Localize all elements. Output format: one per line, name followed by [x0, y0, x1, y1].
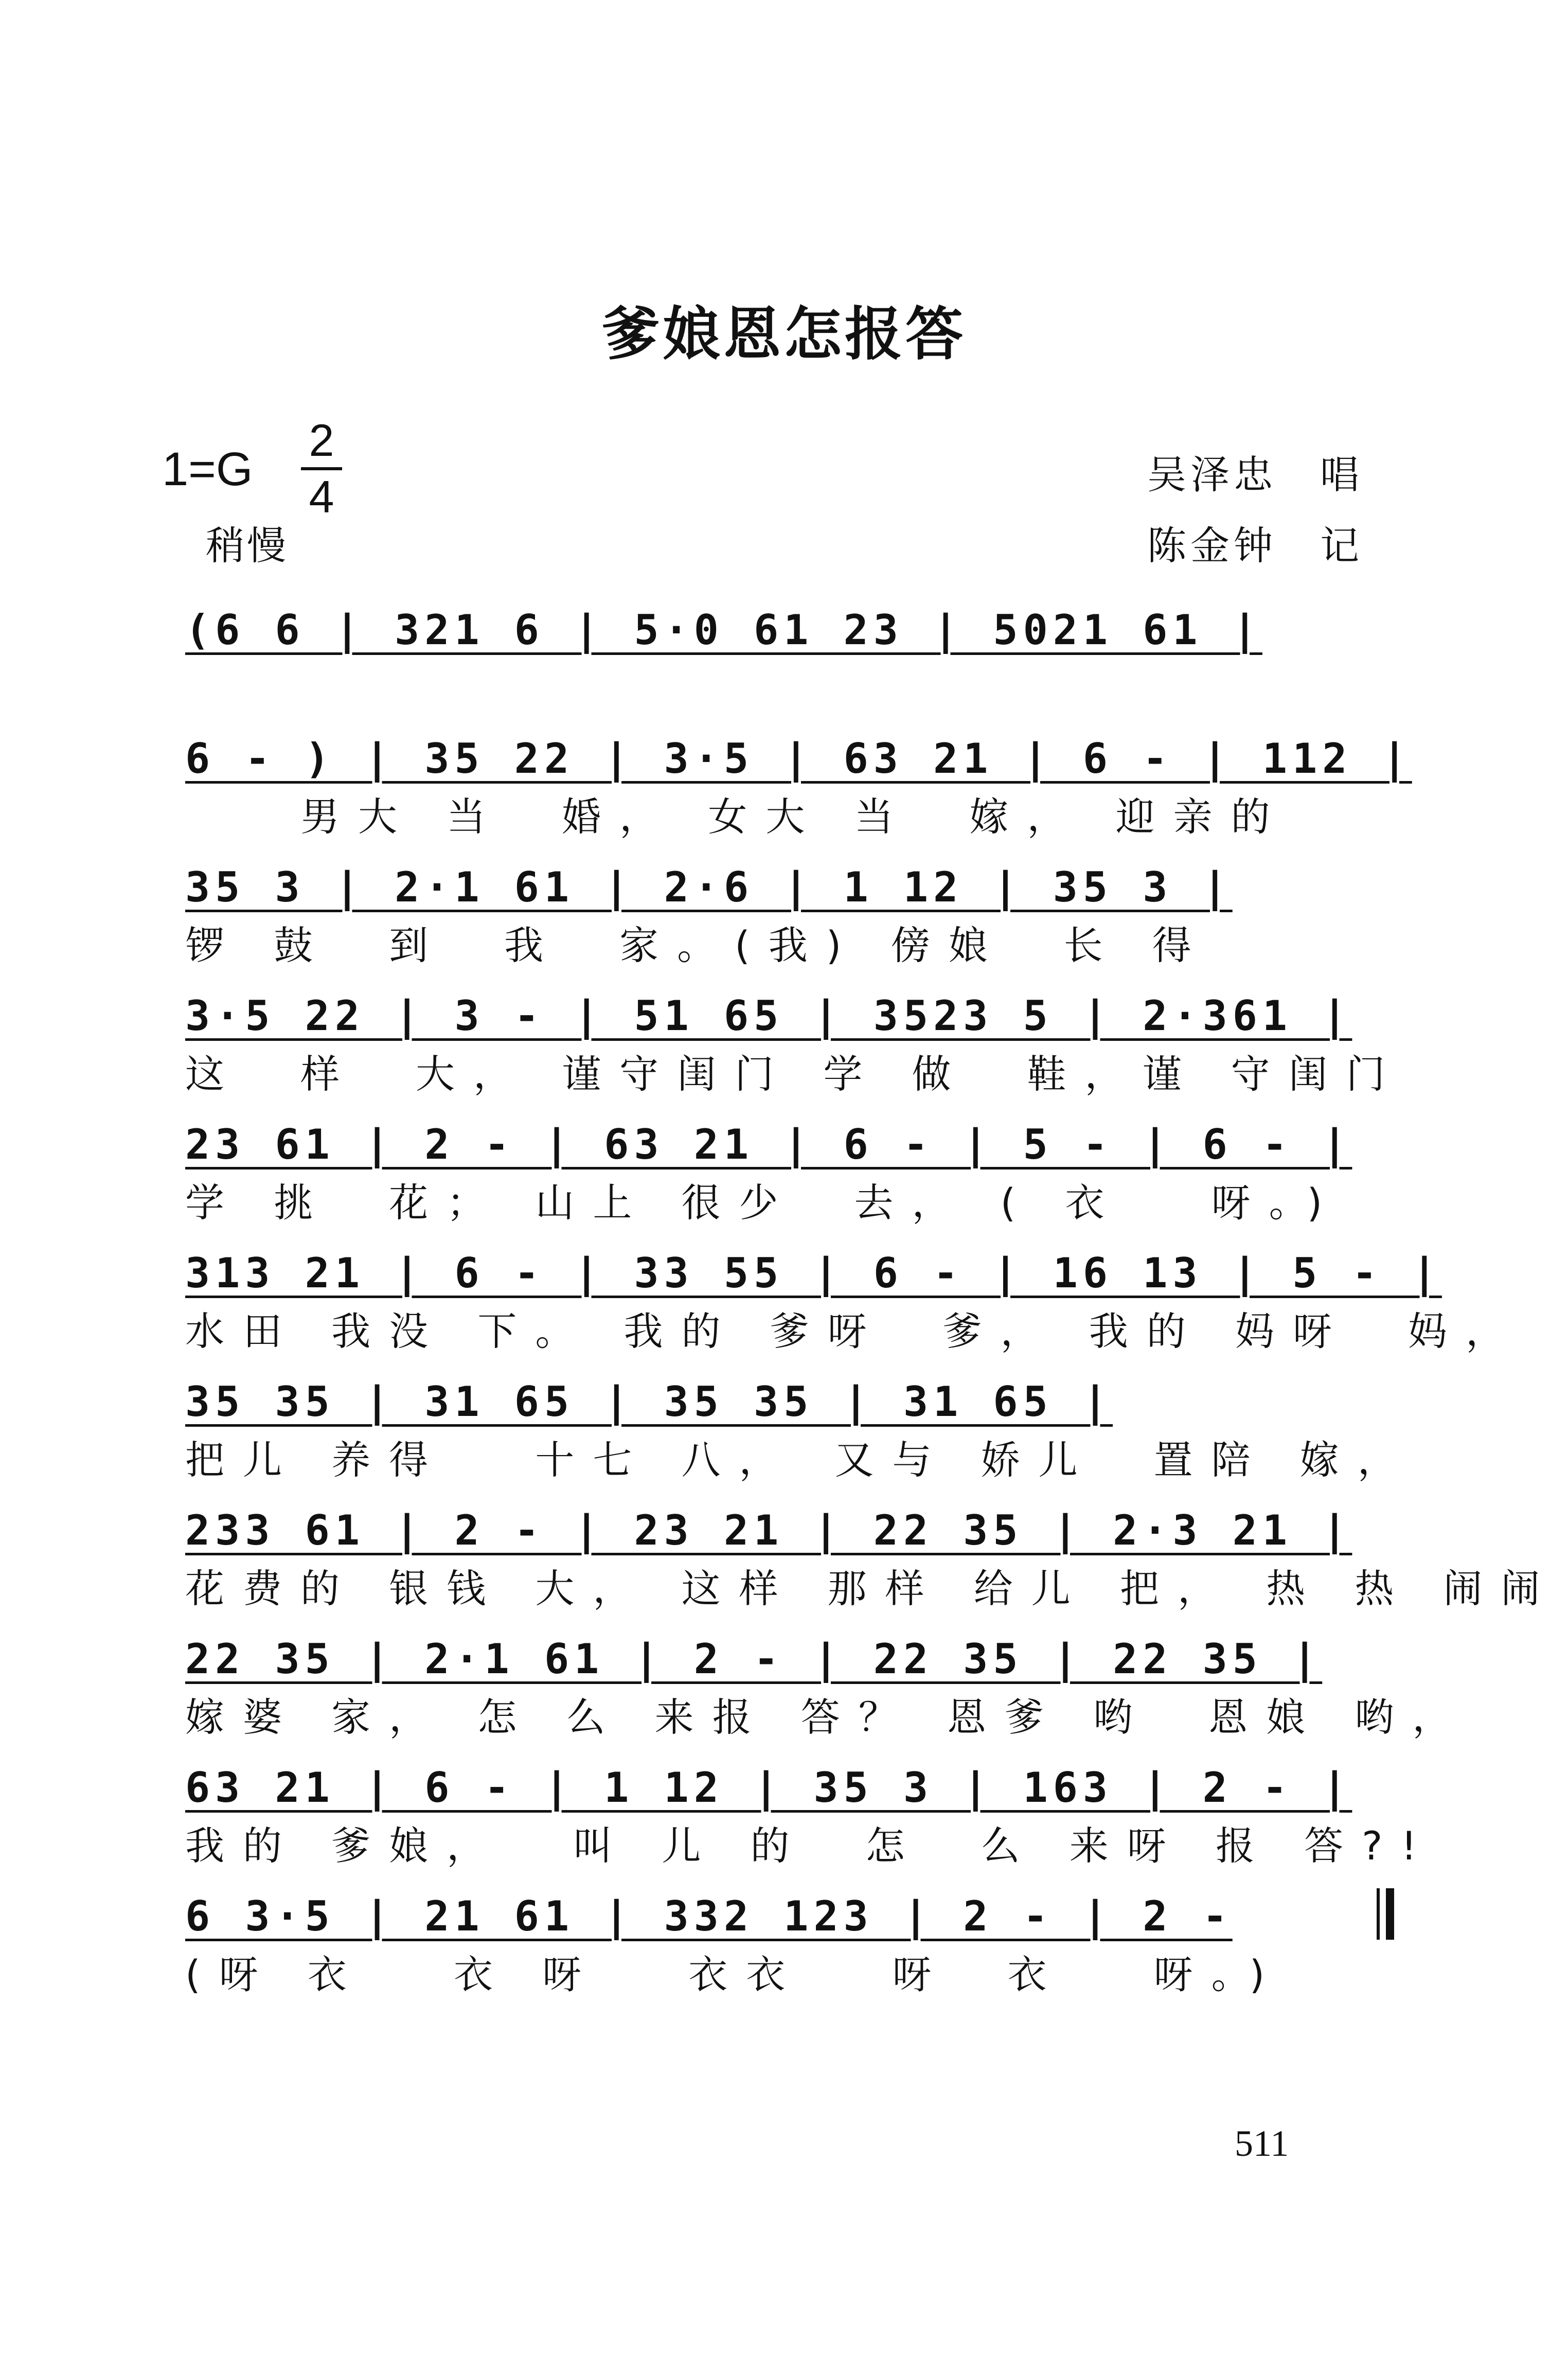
score-system [185, 1754, 1435, 1883]
score-system [185, 854, 1379, 983]
notation-line: 233 61 | 2 - | 23 21 | 22 35 | 2·3 21 | [185, 1506, 1352, 1554]
notation-line: 6 - ) | 35 22 | 3·5 | 63 21 | 6 - | 112 | [185, 735, 1412, 783]
score-system [185, 1626, 1470, 1754]
notation-line: 35 35 | 31 65 | 35 35 | 31 65 | [185, 1378, 1113, 1426]
notation-line: (6 6 | 321 6 | 5·0 61 23 | 5021 61 | [185, 606, 1262, 654]
notation-line: 313 21 | 6 - | 33 55 | 6 - | 16 13 | 5 - | [185, 1249, 1442, 1297]
score-system [185, 1883, 1379, 2012]
time-signature-bar [301, 467, 342, 470]
final-barline [1377, 1888, 1394, 1940]
score-body [185, 597, 1559, 2012]
notation-line: 23 61 | 2 - | 63 21 | 6 - | 5 - | 6 - | [185, 1121, 1352, 1168]
time-signature-top: 2 [309, 415, 334, 466]
notation-line: 22 35 | 2·1 61 | 2 - | 22 35 | 22 35 | [185, 1635, 1323, 1683]
song-title: 爹娘恩怎报答 [602, 301, 966, 368]
score-system [185, 983, 1404, 1111]
lyrics-line: 嫁婆 家， 怎 么 来报 答？ 恩爹 哟 恩娘 哟， [185, 1694, 1470, 1740]
lyrics-line: 男大 当 婚， 女大 当 嫁， 迎亲的 [185, 794, 1289, 840]
notation-line: 6 3·5 | 21 61 | 332 123 | 2 - | 2 - [185, 1892, 1233, 1940]
key-signature: 1=G [162, 443, 253, 495]
lyrics-line: 这 样 大， 谨守闺门 学 做 鞋，谨 守闺门 [185, 1051, 1404, 1097]
notation-line: 63 21 | 6 - | 1 12 | 35 3 | 163 | 2 - | [185, 1764, 1352, 1812]
recorder-credit: 陈金钟 记 [1147, 523, 1363, 569]
score-system [185, 597, 1379, 725]
lyrics-line: 把儿 养得 十七 八， 又与 娇儿 置陪 嫁， [185, 1437, 1415, 1483]
score-system [185, 725, 1412, 854]
time-signature-bottom: 4 [309, 471, 334, 522]
lyrics-line: 锣 鼓 到 我 家。(我) 傍娘 长 得 [185, 923, 1210, 968]
lyrics-line: 我的 爹娘， 叫 儿 的 怎 么 来呀 报 答?! [185, 1823, 1435, 1869]
time-signature [301, 416, 342, 522]
score-system [185, 1240, 1523, 1369]
page-number: 511 [1235, 2123, 1289, 2164]
lyrics-line: 花费的 银钱 大， 这样 那样 给儿 把， 热 热 闹闹 [185, 1566, 1559, 1611]
score-system [185, 1369, 1415, 1497]
tempo-marking: 稍慢 [206, 523, 288, 569]
singer-credit: 吴泽忠 唱 [1147, 452, 1363, 498]
lyrics-line: 水田 我没 下。 我的 爹呀 爹， 我的 妈呀 妈， [185, 1308, 1523, 1354]
lyrics-line: 学 挑 花； 山上 很少 去， ( 衣 呀。) [185, 1180, 1341, 1226]
score-system [185, 1111, 1379, 1240]
score-system [185, 1497, 1559, 1626]
lyrics-line [185, 663, 1379, 714]
notation-line: 3·5 22 | 3 - | 51 65 | 3523 5 | 2·361 | [185, 992, 1352, 1040]
lyrics-line: (呀 衣 衣 呀 衣衣 呀 衣 呀。) [185, 1952, 1284, 1997]
notation-line: 35 3 | 2·1 61 | 2·6 | 1 12 | 35 3 | [185, 863, 1233, 911]
